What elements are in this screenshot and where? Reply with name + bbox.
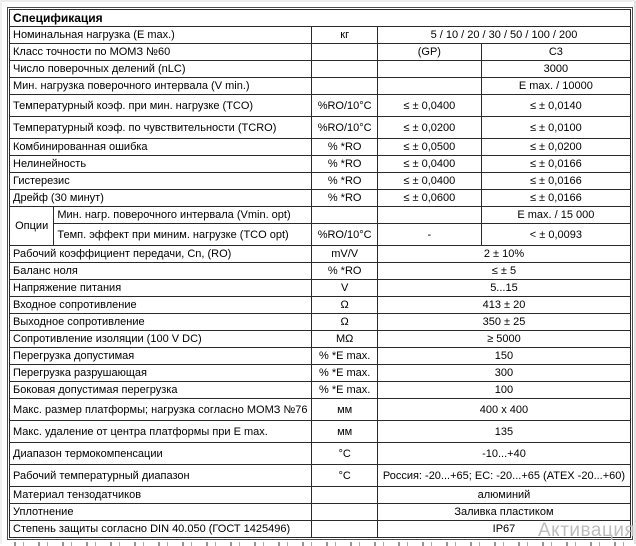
spec-row-value: 100 <box>377 382 630 399</box>
table-row <box>10 78 631 95</box>
spec-row-unit: % *RO <box>312 156 378 173</box>
spec-row-value-c3: ≤ ± 0,0200 <box>481 139 630 156</box>
spec-row-label: Рабочий температурный диапазон <box>10 465 312 487</box>
specification-table <box>9 9 631 538</box>
spec-row-label: Боковая допустимая перегрузка <box>10 382 312 399</box>
spec-row-value-c3: < ± 0,0093 <box>481 224 630 246</box>
table-row <box>10 224 631 246</box>
spec-row-label: Класс точности по МОМЗ №60 <box>10 44 312 61</box>
spec-row-value: 135 <box>377 421 630 443</box>
spec-row-value-c3: ≤ ± 0,0140 <box>481 95 630 117</box>
spec-row-value-gp: ≤ ± 0,0600 <box>377 190 481 207</box>
spec-row-label: Диапазон термокомпенсации <box>10 443 312 465</box>
spec-row-label: Температурный коэф. при мин. нагрузке (TCO) <box>10 95 312 117</box>
spec-row-unit: Ω <box>312 297 378 314</box>
spec-row-unit: Ω <box>312 314 378 331</box>
spec-row-value: Россия: -20...+65; EC: -20...+65 (ATEX -20...+60) <box>377 465 630 487</box>
spec-row-value-gp: ≤ ± 0,0500 <box>377 139 481 156</box>
spec-row-label: Перегрузка разрушающая <box>10 365 312 382</box>
spec-row-label: Комбинированная ошибка <box>10 139 312 156</box>
spec-row-value: 2 ± 10% <box>377 246 630 263</box>
table-row <box>10 297 631 314</box>
spec-row-label: Макс. размер платформы; нагрузка согласно МОМЗ №76 <box>10 399 312 421</box>
table-row <box>10 246 631 263</box>
spec-row-label: Макс. удаление от центра платформы при E max. <box>10 421 312 443</box>
spec-row-label: Материал тензодатчиков <box>10 487 312 504</box>
spec-row-value: 350 ± 25 <box>377 314 630 331</box>
spec-row-value: ≤ ± 5 <box>377 263 630 280</box>
table-row <box>10 280 631 297</box>
spec-row-value-c3: ≤ ± 0,0166 <box>481 156 630 173</box>
spec-row-value-c3: ≤ ± 0,0100 <box>481 117 630 139</box>
spec-row-value: ≥ 5000 <box>377 331 630 348</box>
spec-row-value: 5 / 10 / 20 / 30 / 50 / 100 / 200 <box>377 27 630 44</box>
spec-row-unit: % *RO <box>312 139 378 156</box>
table-row <box>10 331 631 348</box>
spec-row-label: Номинальная нагрузка (E max.) <box>10 27 312 44</box>
spec-row-unit: % *E max. <box>312 365 378 382</box>
table-row <box>10 207 631 224</box>
spec-row-unit: % *RO <box>312 190 378 207</box>
spec-row-value-gp: (GP) <box>377 44 481 61</box>
spec-row-label: Рабочий коэффициент передачи, Cn, (RO) <box>10 246 312 263</box>
spec-row-value-gp: ≤ ± 0,0400 <box>377 156 481 173</box>
table-row <box>10 382 631 399</box>
spec-row-label: Перегрузка допустимая <box>10 348 312 365</box>
spec-row-unit <box>312 521 378 538</box>
table-row <box>10 365 631 382</box>
spec-row-unit <box>312 78 378 95</box>
spec-row-value-c3: C3 <box>481 44 630 61</box>
table-row <box>10 465 631 487</box>
spec-row-unit: %RO/10°C <box>312 117 378 139</box>
table-row <box>10 156 631 173</box>
spec-row-value: 5...15 <box>377 280 630 297</box>
spec-row-label: Дрейф (30 минут) <box>10 190 312 207</box>
spec-row-label: Уплотнение <box>10 504 312 521</box>
spec-row-value: 413 ± 20 <box>377 297 630 314</box>
spec-row-value: Заливка пластиком <box>377 504 630 521</box>
table-row <box>10 10 631 27</box>
spec-row-label: Мин. нагр. поверочного интервала (Vmin. opt) <box>54 207 312 224</box>
spec-row-value-gp: - <box>377 224 481 246</box>
spec-row-label: Нелинейность <box>10 156 312 173</box>
table-row <box>10 521 631 538</box>
spec-row-value-gp: ≤ ± 0,0200 <box>377 117 481 139</box>
spec-row-value-c3: E max. / 15 000 <box>481 207 630 224</box>
spec-row-unit: % *RO <box>312 263 378 280</box>
table-row <box>10 263 631 280</box>
table-row <box>10 443 631 465</box>
spec-row-unit <box>312 61 378 78</box>
spec-row-value: 400 x 400 <box>377 399 630 421</box>
table-row <box>10 44 631 61</box>
table-row <box>10 61 631 78</box>
page-title: Спецификация <box>10 10 631 27</box>
spec-row-value-c3: ≤ ± 0,0166 <box>481 173 630 190</box>
spec-row-value-gp: ≤ ± 0,0400 <box>377 173 481 190</box>
spec-row-unit <box>312 504 378 521</box>
spec-row-label: Степень защиты согласно DIN 40.050 (ГОСТ 1425496) <box>10 521 312 538</box>
spec-row-value-gp <box>377 61 481 78</box>
spec-row-value-gp <box>377 78 481 95</box>
table-row <box>10 190 631 207</box>
spec-row-unit: %RO/10°C <box>312 95 378 117</box>
table-row <box>10 95 631 117</box>
spec-row-unit <box>312 487 378 504</box>
spec-row-value: 300 <box>377 365 630 382</box>
table-row <box>10 139 631 156</box>
clipped-text-line <box>8 542 624 546</box>
spec-row-label: Выходное сопротивление <box>10 314 312 331</box>
spec-row-unit: %RO/10°C <box>312 224 378 246</box>
spec-row-label: Температурный коэф. по чувствительности (TCRO) <box>10 117 312 139</box>
table-row <box>10 487 631 504</box>
spec-row-label: Напряжение питания <box>10 280 312 297</box>
activation-watermark: Активация <box>538 520 636 541</box>
spec-row-unit: % *E max. <box>312 382 378 399</box>
spec-row-label: Мин. нагрузка поверочного интервала (V min.) <box>10 78 312 95</box>
table-row <box>10 421 631 443</box>
table-row <box>10 173 631 190</box>
spec-row-unit: V <box>312 280 378 297</box>
table-row <box>10 27 631 44</box>
spec-row-label: Входное сопротивление <box>10 297 312 314</box>
spec-row-unit: % *RO <box>312 173 378 190</box>
spec-row-label: Сопротивление изоляции (100 V DC) <box>10 331 312 348</box>
spec-row-unit: mV/V <box>312 246 378 263</box>
spec-row-unit: МΩ <box>312 331 378 348</box>
spec-row-label: Гистерезис <box>10 173 312 190</box>
spec-row-unit: °C <box>312 443 378 465</box>
spec-row-value: 150 <box>377 348 630 365</box>
spec-row-value: алюминий <box>377 487 630 504</box>
table-row <box>10 504 631 521</box>
spec-row-value-c3: E max. / 10000 <box>481 78 630 95</box>
spec-row-value-gp: ≤ ± 0,0400 <box>377 95 481 117</box>
table-row <box>10 399 631 421</box>
spec-row-unit: °C <box>312 465 378 487</box>
spec-row-value-c3: ≤ ± 0,0166 <box>481 190 630 207</box>
spec-row-value-c3: 3000 <box>481 61 630 78</box>
spec-row-value: IP67 <box>377 521 630 538</box>
options-group-label: Опции <box>10 207 54 246</box>
spec-row-label: Темп. эффект при миним. нагрузке (TCO opt) <box>54 224 312 246</box>
spec-row-label: Число поверочных делений (nLC) <box>10 61 312 78</box>
spec-row-unit <box>312 207 378 224</box>
table-row <box>10 314 631 331</box>
spec-row-unit <box>312 44 378 61</box>
table-row <box>10 348 631 365</box>
spec-row-unit: мм <box>312 421 378 443</box>
spec-row-label: Баланс ноля <box>10 263 312 280</box>
spec-row-unit: % *E max. <box>312 348 378 365</box>
spec-row-unit: кг <box>312 27 378 44</box>
spec-row-unit: мм <box>312 399 378 421</box>
spec-row-value-gp <box>377 207 481 224</box>
specification-table-frame <box>7 7 636 541</box>
spec-row-value: -10...+40 <box>377 443 630 465</box>
table-row <box>10 117 631 139</box>
